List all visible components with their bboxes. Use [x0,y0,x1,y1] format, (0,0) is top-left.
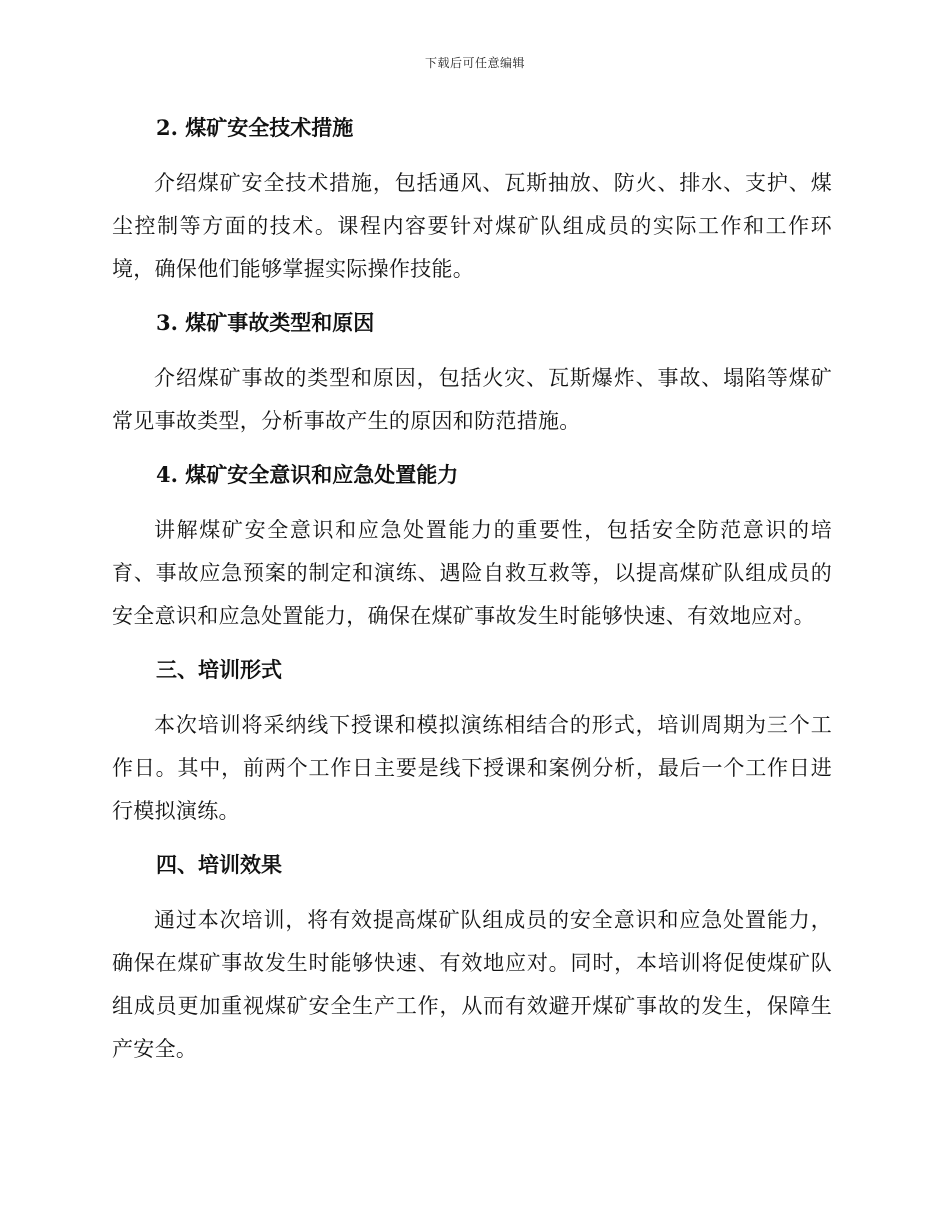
section-heading: 三、培训形式 [156,657,282,682]
header-note: 下载后可任意编辑 [424,56,525,70]
section-heading: 四、培训效果 [156,852,282,877]
section-paragraph: 通过本次培训，将有效提高煤矿队组成员的安全意识和应急处置能力，确保在煤矿事故发生时能够快速、有效地应对。同时，本培训将促使煤矿队组成员更加重视煤矿安全生产工作，从而有效避开煤矿事故的发生，保障生产安全。 [112,908,832,1061]
section-paragraph: 介绍煤矿安全技术措施，包括通风、瓦斯抽放、防火、排水、支护、煤尘控制等方面的技术。课程内容要针对煤矿队组成员的实际工作和工作环境，确保他们能够掌握实际操作技能。 [112,171,832,281]
section-heading: 2. 煤矿安全技术措施 [156,115,354,140]
section-heading: 3. 煤矿事故类型和原因 [156,310,375,335]
section-safety-awareness-emergency [112,455,832,650]
section-paragraph: 介绍煤矿事故的类型和原因，包括火灾、瓦斯爆炸、事故、塌陷等煤矿常见事故类型，分析事故产生的原因和防范措施。 [112,366,832,433]
section-accident-types-causes [112,303,832,455]
section-heading: 4. 煤矿安全意识和应急处置能力 [156,462,459,487]
section-training-format [112,650,832,845]
section-paragraph: 讲解煤矿安全意识和应急处置能力的重要性，包括安全防范意识的培育、事故应急预案的制定和演练、遇险自救互救等，以提高煤矿队组成员的安全意识和应急处置能力，确保在煤矿事故发生时能够快速、有效地应对。 [112,518,832,628]
document-body [112,108,832,1071]
section-safety-technical-measures [112,108,832,303]
section-training-effect [112,845,832,1071]
section-paragraph: 本次培训将采纳线下授课和模拟演练相结合的形式，培训周期为三个工作日。其中，前两个工作日主要是线下授课和案例分析，最后一个工作日进行模拟演练。 [112,713,832,823]
